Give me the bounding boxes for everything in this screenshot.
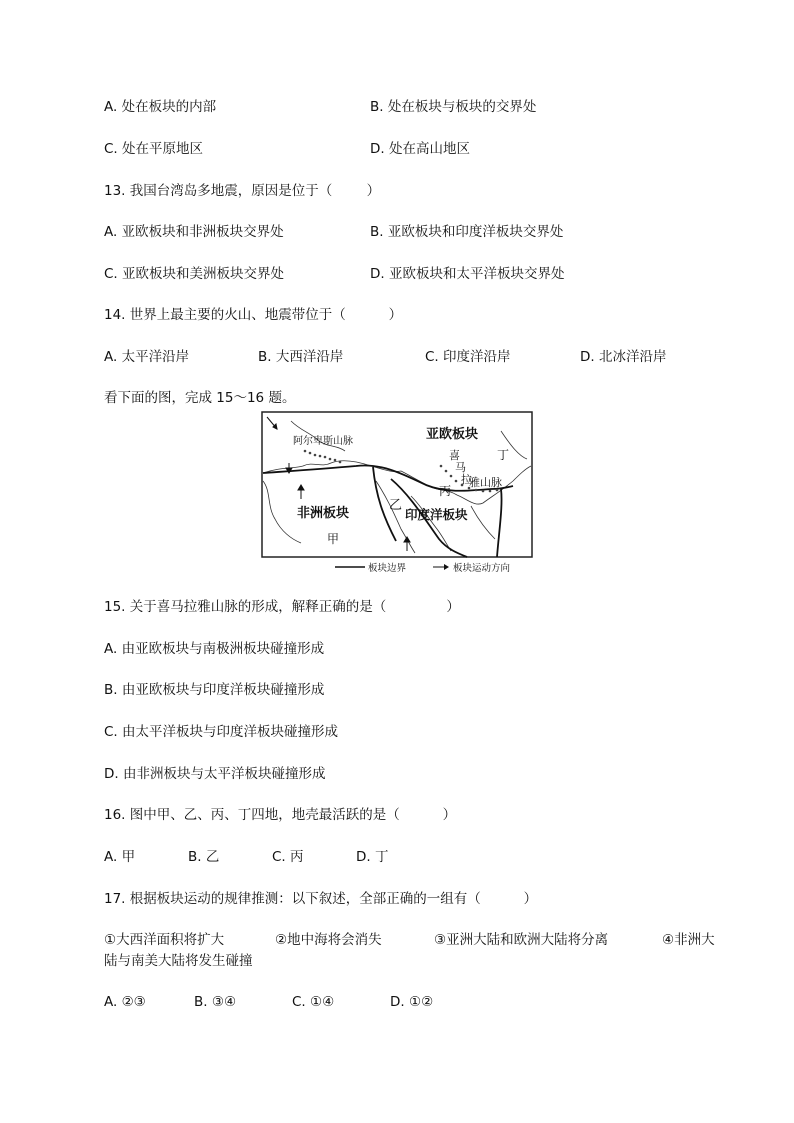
label-alps: 阿尔卑斯山脉 [293, 436, 353, 447]
q14-stem: 14. 世界上最主要的火山、地震带位于（ ） [104, 307, 403, 323]
label-indian-plate: 印度洋板块 [405, 507, 468, 522]
q13-option-b: B. 亚欧板块和印度洋板块交界处 [370, 224, 564, 240]
figure-intro: 看下面的图，完成 15～16 题。 [104, 390, 296, 406]
q17-option-b: B. ③④ [194, 994, 237, 1010]
legend-boundary-label: 板块边界 [368, 563, 407, 574]
q13-option-a: A. 亚欧板块和非洲板块交界处 [104, 224, 284, 240]
q15-option-a: A. 由亚欧板块与南极洲板块碰撞形成 [104, 641, 325, 657]
q16-stem: 16. 图中甲、乙、丙、丁四地，地壳最活跃的是（ ） [104, 807, 457, 823]
q16-option-a: A. 甲 [104, 849, 136, 865]
label-bing: 丙 [439, 484, 452, 498]
q17-option-c: C. ①④ [292, 994, 335, 1010]
label-himalaya-la: 拉 [461, 473, 472, 486]
label-eurasia-plate: 亚欧板块 [426, 427, 479, 442]
q14-option-d: D. 北冰洋沿岸 [580, 349, 667, 365]
q17-option-a: A. ②③ [104, 994, 146, 1010]
q15-option-b: B. 由亚欧板块与印度洋板块碰撞形成 [104, 682, 325, 698]
label-himalaya-xi: 喜 [449, 449, 460, 462]
q15-option-d: D. 由非洲板块与太平洋板块碰撞形成 [104, 766, 326, 782]
q16-option-b: B. 乙 [188, 849, 220, 865]
q15-stem: 15. 关于喜马拉雅山脉的形成，解释正确的是（ ） [104, 599, 460, 615]
q16-option-c: C. 丙 [272, 849, 304, 865]
q17-statement-3: ③亚洲大陆和欧洲大陆将分离 [434, 932, 609, 948]
legend-motion-label: 板块运动方向 [453, 563, 511, 574]
q14-option-c: C. 印度洋沿岸 [425, 349, 511, 365]
q12-option-c: C. 处在平原地区 [104, 141, 204, 157]
label-himalaya-ma: 马 [455, 461, 466, 474]
q12-option-b: B. 处在板块与板块的交界处 [370, 99, 537, 115]
q12-option-a: A. 处在板块的内部 [104, 99, 217, 115]
map-legend [335, 562, 510, 574]
legend-arrow-icon [444, 564, 449, 570]
q13-option-d: D. 亚欧板块和太平洋板块交界处 [370, 266, 565, 282]
label-ding: 丁 [497, 448, 510, 462]
q15-option-c: C. 由太平洋板块与印度洋板块碰撞形成 [104, 724, 339, 740]
q17-statement-1: ①大西洋面积将扩大 [104, 932, 225, 948]
q17-statement-2: ②地中海将会消失 [275, 932, 382, 948]
label-africa-plate: 非洲板块 [297, 506, 350, 521]
plate-map-figure [261, 411, 533, 576]
q13-stem: 13. 我国台湾岛多地震，原因是位于（ ） [104, 183, 381, 199]
q16-option-d: D. 丁 [356, 849, 389, 865]
q12-option-d: D. 处在高山地区 [370, 141, 470, 157]
q17-statement-4a: ④非洲大 [662, 932, 715, 948]
q17-statement-4b: 陆与南美大陆将发生碰撞 [104, 953, 253, 969]
q13-option-c: C. 亚欧板块和美洲板块交界处 [104, 266, 285, 282]
q14-option-a: A. 太平洋沿岸 [104, 349, 190, 365]
q14-option-b: B. 大西洋沿岸 [258, 349, 344, 365]
q17-stem: 17. 根据板块运动的规律推测：以下叙述，全部正确的一组有（ ） [104, 891, 538, 907]
q17-option-d: D. ①② [390, 994, 434, 1010]
label-jia: 甲 [327, 532, 340, 546]
label-yi: 乙 [389, 498, 403, 513]
label-himalaya-rest: 雅山脉 [469, 476, 502, 489]
